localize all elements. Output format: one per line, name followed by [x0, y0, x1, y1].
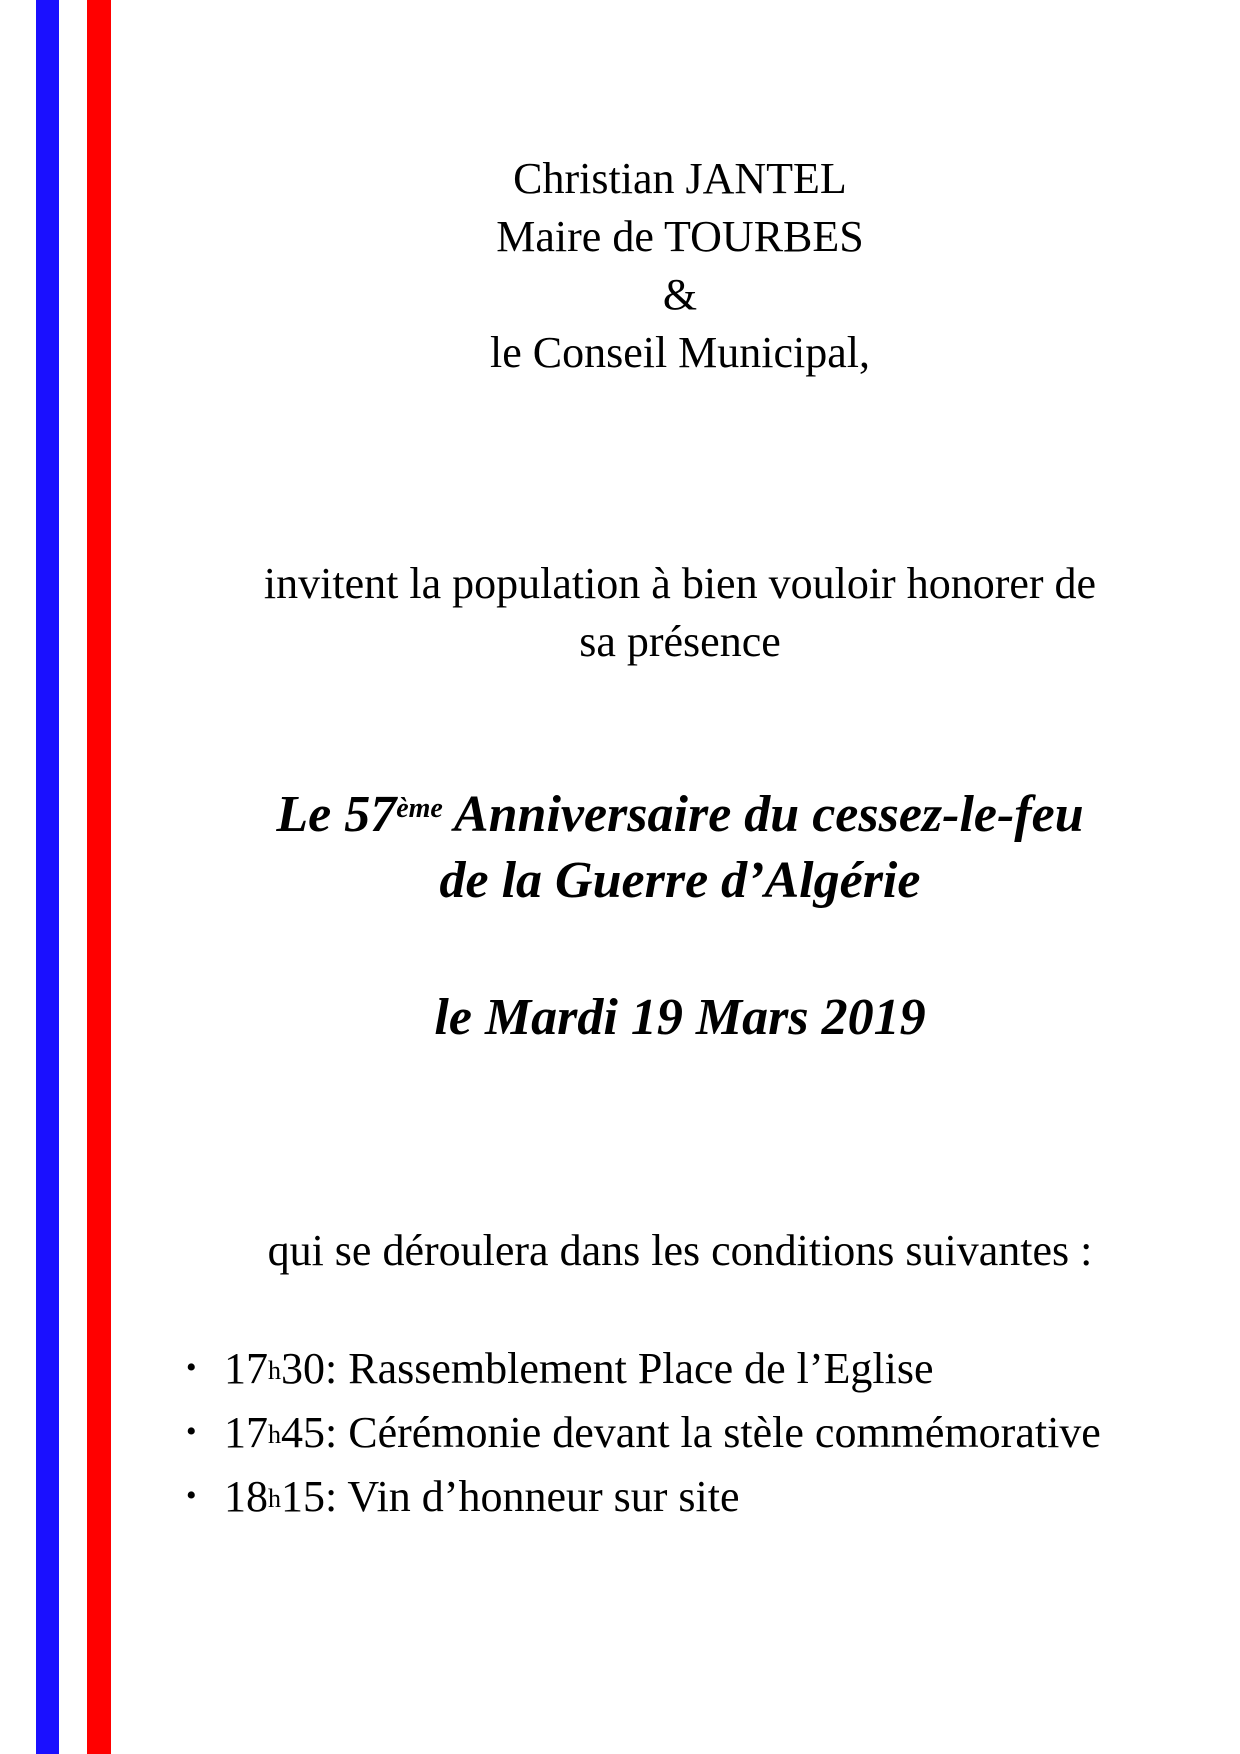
- schedule-description: : Cérémonie devant la stèle commémorative: [325, 1408, 1101, 1457]
- flag-stripe-blue: [36, 0, 59, 1754]
- schedule-hour: 17: [224, 1344, 268, 1393]
- bullet-icon: •: [186, 1479, 197, 1512]
- mayor-title: Maire de TOURBES: [496, 212, 864, 261]
- schedule-hour: 18: [224, 1472, 268, 1521]
- flag-stripe-white: [59, 0, 87, 1754]
- schedule-item: [186, 1468, 1101, 1532]
- ordinal-suffix: ème: [396, 793, 443, 824]
- schedule-minutes: 45: [281, 1408, 325, 1457]
- schedule-item: [186, 1340, 1101, 1404]
- header-block: [380, 150, 980, 382]
- anniversary-prefix: Le 57: [276, 786, 397, 843]
- mayor-name: Christian JANTEL: [513, 154, 847, 203]
- anniversary-title: [150, 782, 1210, 914]
- schedule-minutes: 30: [281, 1344, 325, 1393]
- bullet-icon: •: [186, 1415, 197, 1448]
- schedule-description: : Vin d’honneur sur site: [325, 1472, 740, 1521]
- council-name: le Conseil Municipal,: [489, 328, 871, 377]
- schedule-h: h: [268, 1484, 281, 1513]
- schedule-description: : Rassemblement Place de l’Eglise: [325, 1344, 934, 1393]
- bullet-icon: •: [186, 1351, 197, 1384]
- schedule-h: h: [268, 1356, 281, 1385]
- ampersand: &: [662, 270, 698, 319]
- anniversary-rest: Anniversaire du cessez-le-feu: [442, 786, 1084, 843]
- flag-stripe-red: [87, 0, 111, 1754]
- invitation-line-1: invitent la population à bien vouloir honorer de: [263, 559, 1097, 608]
- schedule-h: h: [268, 1420, 281, 1449]
- invitation-line-2: sa présence: [579, 617, 781, 666]
- anniversary-line-1: [150, 782, 1210, 848]
- anniversary-line-2: de la Guerre d’Algérie: [439, 852, 921, 909]
- event-date: le Mardi 19 Mars 2019: [434, 989, 926, 1046]
- conditions-intro: qui se déroulera dans les conditions suivantes :: [267, 1226, 1093, 1275]
- schedule-item: [186, 1404, 1101, 1468]
- schedule-minutes: 15: [281, 1472, 325, 1521]
- invitation-text: [180, 555, 1180, 671]
- schedule-hour: 17: [224, 1408, 268, 1457]
- schedule-list: [186, 1340, 1101, 1532]
